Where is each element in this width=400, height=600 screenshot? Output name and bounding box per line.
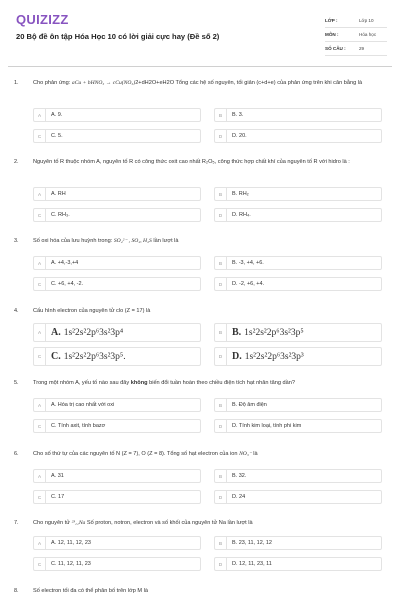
option-letter: C	[34, 209, 46, 221]
option-text: B. Độ âm điện	[232, 402, 267, 408]
option-text: A. 12, 11, 12, 23	[51, 540, 91, 546]
option-c[interactable]	[33, 419, 201, 433]
option-letter: B	[215, 399, 227, 411]
option-letter: D	[215, 130, 227, 142]
option-text: A. 9.	[51, 112, 63, 118]
option-b[interactable]	[214, 323, 382, 342]
option-b[interactable]	[214, 187, 382, 201]
info-row-subject	[325, 28, 387, 42]
question-number: 6.	[14, 451, 19, 457]
option-letter: A	[34, 188, 46, 200]
question-text: Số electron tối đa có thể phân bố trên lớp M là	[33, 588, 148, 594]
info-label: MÔN :	[325, 32, 339, 37]
option-a[interactable]	[33, 108, 201, 122]
info-value: 29	[359, 46, 365, 51]
option-b[interactable]	[214, 108, 382, 122]
option-text: A. 1s²2s²2p⁶3s²3p⁴	[51, 327, 124, 338]
option-text: C. 5.	[51, 133, 63, 139]
info-value: Lớp 10	[359, 18, 374, 23]
option-text: D. 1s²2s²2p⁶3s²3p³	[232, 351, 304, 362]
option-letter: D	[215, 348, 227, 365]
option-text: C. 17	[51, 494, 65, 500]
option-letter: B	[215, 109, 227, 121]
option-d[interactable]	[214, 557, 382, 571]
option-text: C. RH₃.	[51, 212, 70, 218]
option-d[interactable]	[214, 347, 382, 366]
option-letter: C	[34, 420, 46, 432]
option-c[interactable]	[33, 557, 201, 571]
option-d[interactable]	[214, 490, 382, 504]
worksheet-header	[0, 0, 400, 62]
option-letter: B	[215, 324, 227, 341]
option-letter: A	[34, 109, 46, 121]
option-text: D. 12, 11, 23, 11	[232, 561, 272, 567]
question-text: Cho số thứ tự của các nguyên tố N (Z = 7), O (Z = 8). Tổng số hạt electron của ion NO₃⁻ là	[33, 451, 258, 457]
question-number: 8.	[14, 588, 19, 594]
question-number: 5.	[14, 380, 19, 386]
option-a[interactable]	[33, 323, 201, 342]
question-number: 3.	[14, 238, 19, 244]
option-b[interactable]	[214, 256, 382, 270]
option-text: A. Hóa trị cao nhất với oxi	[51, 402, 115, 408]
option-c[interactable]	[33, 347, 201, 366]
option-letter: A	[34, 399, 46, 411]
option-text: C. Tính axit, tính bazơ	[51, 423, 106, 429]
option-b[interactable]	[214, 469, 382, 483]
option-text: C. 1s²2s²2p⁶3s²3p⁵.	[51, 351, 126, 362]
option-letter: D	[215, 209, 227, 221]
option-letter: D	[215, 558, 227, 570]
question-number: 4.	[14, 308, 19, 314]
option-letter: B	[215, 188, 227, 200]
info-label: SỐ CÂU :	[325, 46, 346, 51]
question-text: Cấu hình electron của nguyên tử clo (Z = 17) là	[33, 308, 151, 314]
option-letter: D	[215, 420, 227, 432]
question-number: 2.	[14, 159, 19, 165]
info-row-count	[325, 42, 387, 56]
question-text: Cho phản ứng: aCu + bHNO₃ → cCu(NO₃)2+dH2O+eH2O Tổng các hệ số nguyên, tối giản (c+d+e) của phản ứng trên khi cân bằng là	[33, 80, 363, 86]
option-a[interactable]	[33, 187, 201, 201]
option-text: D. Tính kim loại, tính phi kim	[232, 423, 302, 429]
info-table	[325, 14, 387, 56]
option-text: D. 20.	[232, 133, 247, 139]
option-a[interactable]	[33, 256, 201, 270]
worksheet-title: 20 Bộ đề ôn tập Hóa Học 10 có lời giải cực hay (Đề số 2)	[16, 32, 220, 41]
option-letter: B	[215, 257, 227, 269]
option-letter: B	[215, 537, 227, 549]
option-c[interactable]	[33, 490, 201, 504]
option-d[interactable]	[214, 419, 382, 433]
option-a[interactable]	[33, 398, 201, 412]
option-text: B. -3, +4, +6.	[232, 260, 264, 266]
option-letter: C	[34, 348, 46, 365]
option-a[interactable]	[33, 469, 201, 483]
question-text: Trong một nhóm A, yếu tố nào sau đây không biến đổi tuần hoàn theo chiều điện tích hạt nhân tăng dần?	[33, 380, 295, 386]
option-letter: A	[34, 257, 46, 269]
option-c[interactable]	[33, 208, 201, 222]
option-text: B. 32.	[232, 473, 247, 479]
option-text: B. 3.	[232, 112, 244, 118]
option-b[interactable]	[214, 536, 382, 550]
option-text: C. +6, +4, -2.	[51, 281, 84, 287]
option-letter: D	[215, 491, 227, 503]
option-letter: C	[34, 491, 46, 503]
option-text: A. 31	[51, 473, 64, 479]
option-text: B. RH₂	[232, 191, 249, 197]
info-row-class	[325, 14, 387, 28]
option-letter: D	[215, 278, 227, 290]
quizizz-logo: QUIZIZZ	[16, 12, 69, 27]
info-label: LỚP :	[325, 18, 338, 23]
header-divider	[8, 66, 392, 67]
option-a[interactable]	[33, 536, 201, 550]
option-letter: A	[34, 537, 46, 549]
option-d[interactable]	[214, 208, 382, 222]
option-d[interactable]	[214, 277, 382, 291]
option-text: B. 23, 11, 12, 12	[232, 540, 272, 546]
question-text: Cho nguyên tử ²³₁₁Na Số proton, notron, electron và số khối của nguyên tử Na lần lượt là	[33, 520, 253, 526]
option-text: C. 11, 12, 11, 23	[51, 561, 91, 567]
option-letter: C	[34, 130, 46, 142]
question-number: 7.	[14, 520, 19, 526]
option-d[interactable]	[214, 129, 382, 143]
option-letter: B	[215, 470, 227, 482]
info-value: Hóa học	[359, 32, 377, 37]
option-letter: A	[34, 324, 46, 341]
question-number: 1.	[14, 80, 19, 86]
question-text: Số oxi hóa của lưu huỳnh trong: SO₄²⁻ , SO₂, H₂S lần lượt là	[33, 238, 179, 244]
option-text: B. 1s²2s²2p⁶3s²3p⁵	[232, 327, 304, 338]
option-letter: C	[34, 558, 46, 570]
option-text: D. RH₄.	[232, 212, 251, 218]
option-c[interactable]	[33, 129, 201, 143]
option-letter: A	[34, 470, 46, 482]
option-c[interactable]	[33, 277, 201, 291]
option-text: A. +4,-3,+4	[51, 260, 79, 266]
option-b[interactable]	[214, 398, 382, 412]
option-text: D. -2, +6, +4.	[232, 281, 265, 287]
question-text: Nguyên tố R thuộc nhóm A, nguyên tố R có công thức oxit cao nhất R₂O₅, công thức hợp chất khí của nguyên tố R với hidro là :	[33, 159, 350, 165]
option-text: D. 24	[232, 494, 246, 500]
option-text: A. RH	[51, 191, 66, 197]
option-letter: C	[34, 278, 46, 290]
